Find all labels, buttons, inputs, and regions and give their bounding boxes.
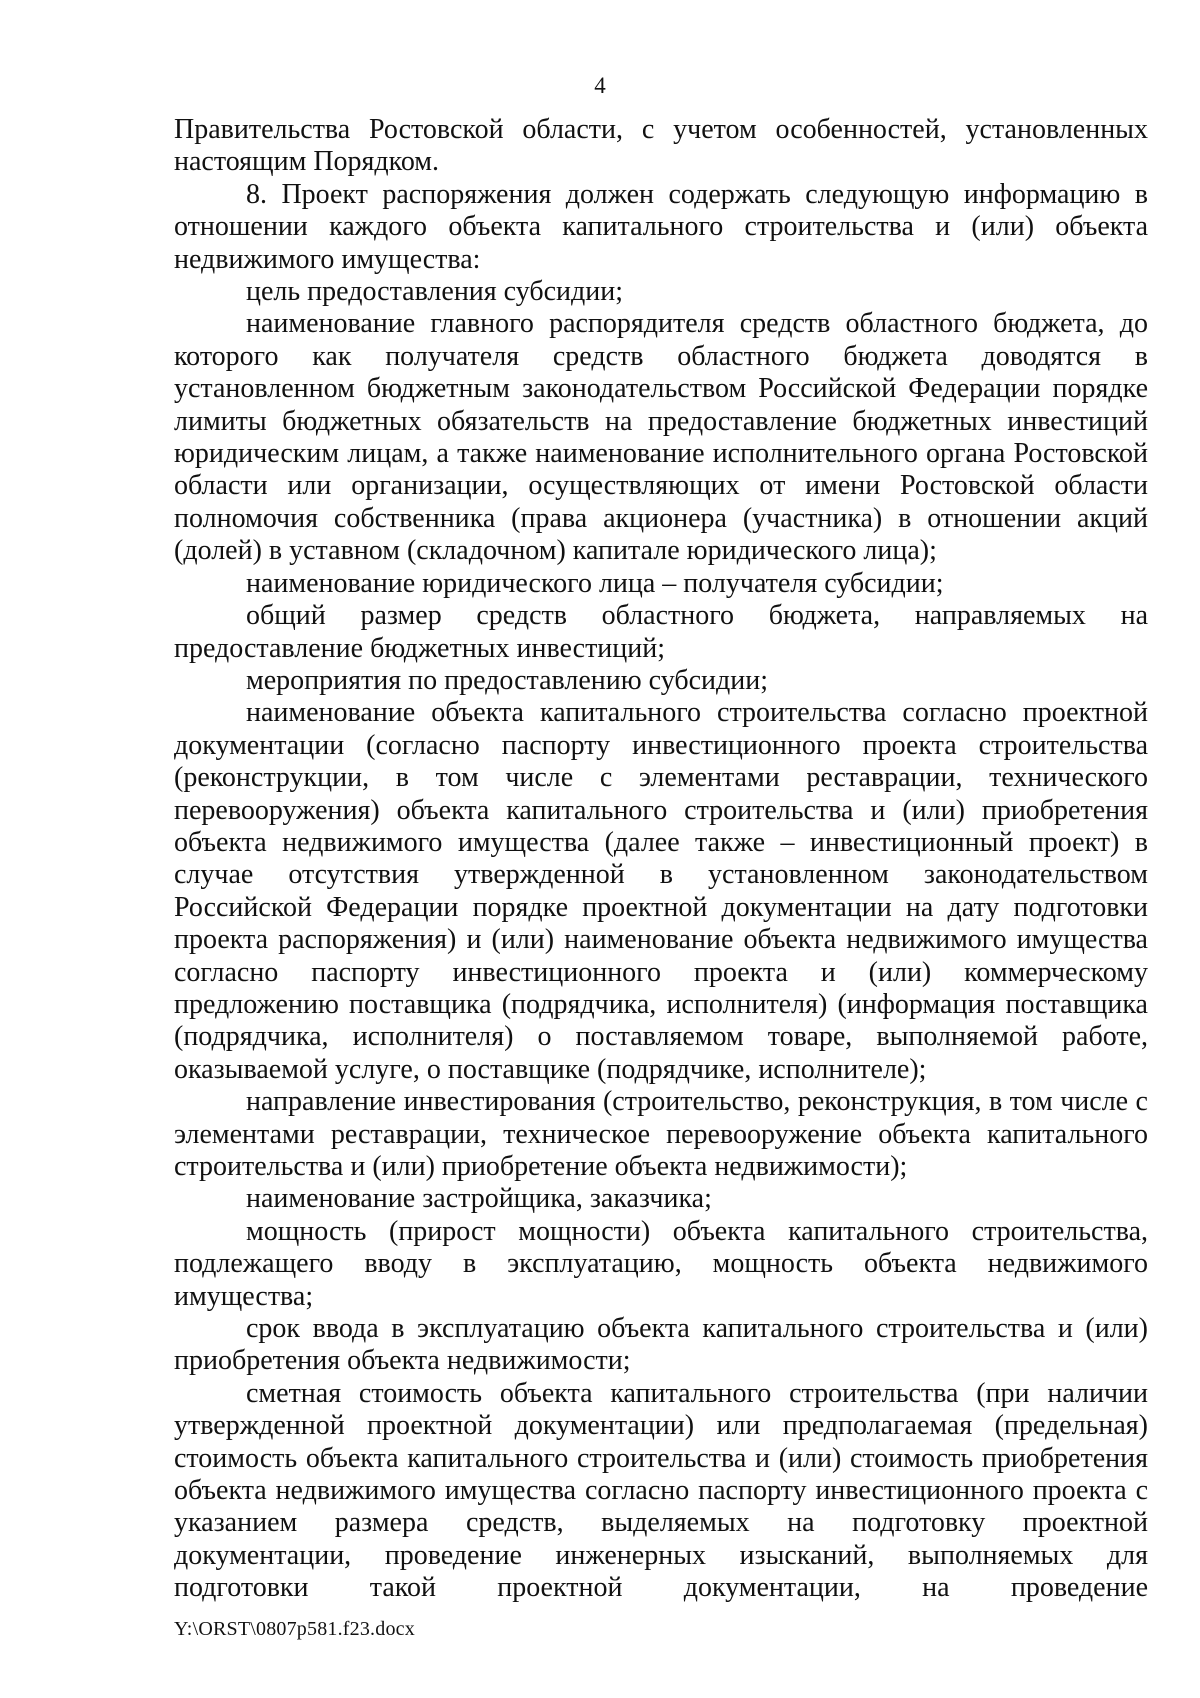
paragraph-estimated-cost: сметная стоимость объекта капитального строительства (при наличии утвержденной проектной документации) или предполагаемая (предельная) стоимость объекта капитального строительства и (или) стоимость приобретения объекта недвижимого имущества согласно паспорту инвестиционного проекта с указанием размера средств, выделяемых на подготовку проектной документации, проведение инженерных изысканий, выполняемых для подготовки такой проектной документации, на проведение: [174, 1377, 1148, 1604]
paragraph-item-8: 8. Проект распоряжения должен содержать следующую информацию в отношении каждого объекта капитального строительства и (или) объекта недвижимого имущества:: [174, 178, 1148, 275]
paragraph-investment-direction: направление инвестирования (строительство, реконструкция, в том числе с элементами реставрации, техническое перевооружение объекта капитального строительства и (или) приобретение объекта недвижимости);: [174, 1086, 1148, 1182]
paragraph-purpose: цель предоставления субсидии;: [246, 276, 624, 308]
paragraph-total-funds: общий размер средств областного бюджета, направляемых на предоставление бюджетных инвестиций;: [174, 600, 1148, 664]
paragraph-capacity: мощность (прирост мощности) объекта капитального строительства, подлежащего вводу в эксплуатацию, мощность объекта недвижимого имущества;: [174, 1215, 1148, 1312]
file-path-footer: Y:\ORST\0807p581.f23.docx: [174, 1618, 415, 1640]
paragraph-main-manager: наименование главного распорядителя средств областного бюджета, до которого как получателя средств областного бюджета доводятся в установленном бюджетным законодательством Российской Федерации порядке лимиты бюджетных обязательств на предоставление бюджетных инвестиций юридическим лицам, а также наименование исполнительного органа Ростовской области или организации, осуществляющих от имени Ростовской области полномочия собственника (права акционера (участника) в отношении акций (долей) в уставном (складочном) капитале юридического лица);: [174, 308, 1148, 567]
document-body: [174, 114, 1148, 1605]
page-number: 4: [594, 73, 606, 98]
paragraph-legal-entity: наименование юридического лица – получателя субсидии;: [246, 567, 944, 599]
paragraph-commissioning-term: срок ввода в эксплуатацию объекта капитального строительства и (или) приобретения объекта недвижимости;: [174, 1313, 1148, 1377]
paragraph-developer: наименование застройщика, заказчика;: [246, 1183, 712, 1215]
paragraph-object-name: наименование объекта капитального строительства согласно проектной документации (согласно паспорту инвестиционного проекта строительства (реконструкции, в том числе с элементами реставрации, технического перевооружения) объекта капитального строительства и (или) приобретения объекта недвижимого имущества (далее также – инвестиционный проект) в случае отсутствия утвержденной в установленном законодательством Российской Федерации порядке проектной документации на дату подготовки проекта распоряжения) и (или) наименование объекта недвижимого имущества согласно паспорту инвестиционного проекта и (или) коммерческому предложению поставщика (подрядчика, исполнителя) (информация поставщика (подрядчика, исполнителя) о поставляемом товаре, выполняемой работе, оказываемой услуге, о поставщике (подрядчике, исполнителе);: [174, 697, 1148, 1085]
paragraph-continuation: Правительства Ростовской области, с учетом особенностей, установленных настоящим Порядком.: [174, 114, 1148, 178]
paragraph-measures: мероприятия по предоставлению субсидии;: [246, 664, 768, 696]
